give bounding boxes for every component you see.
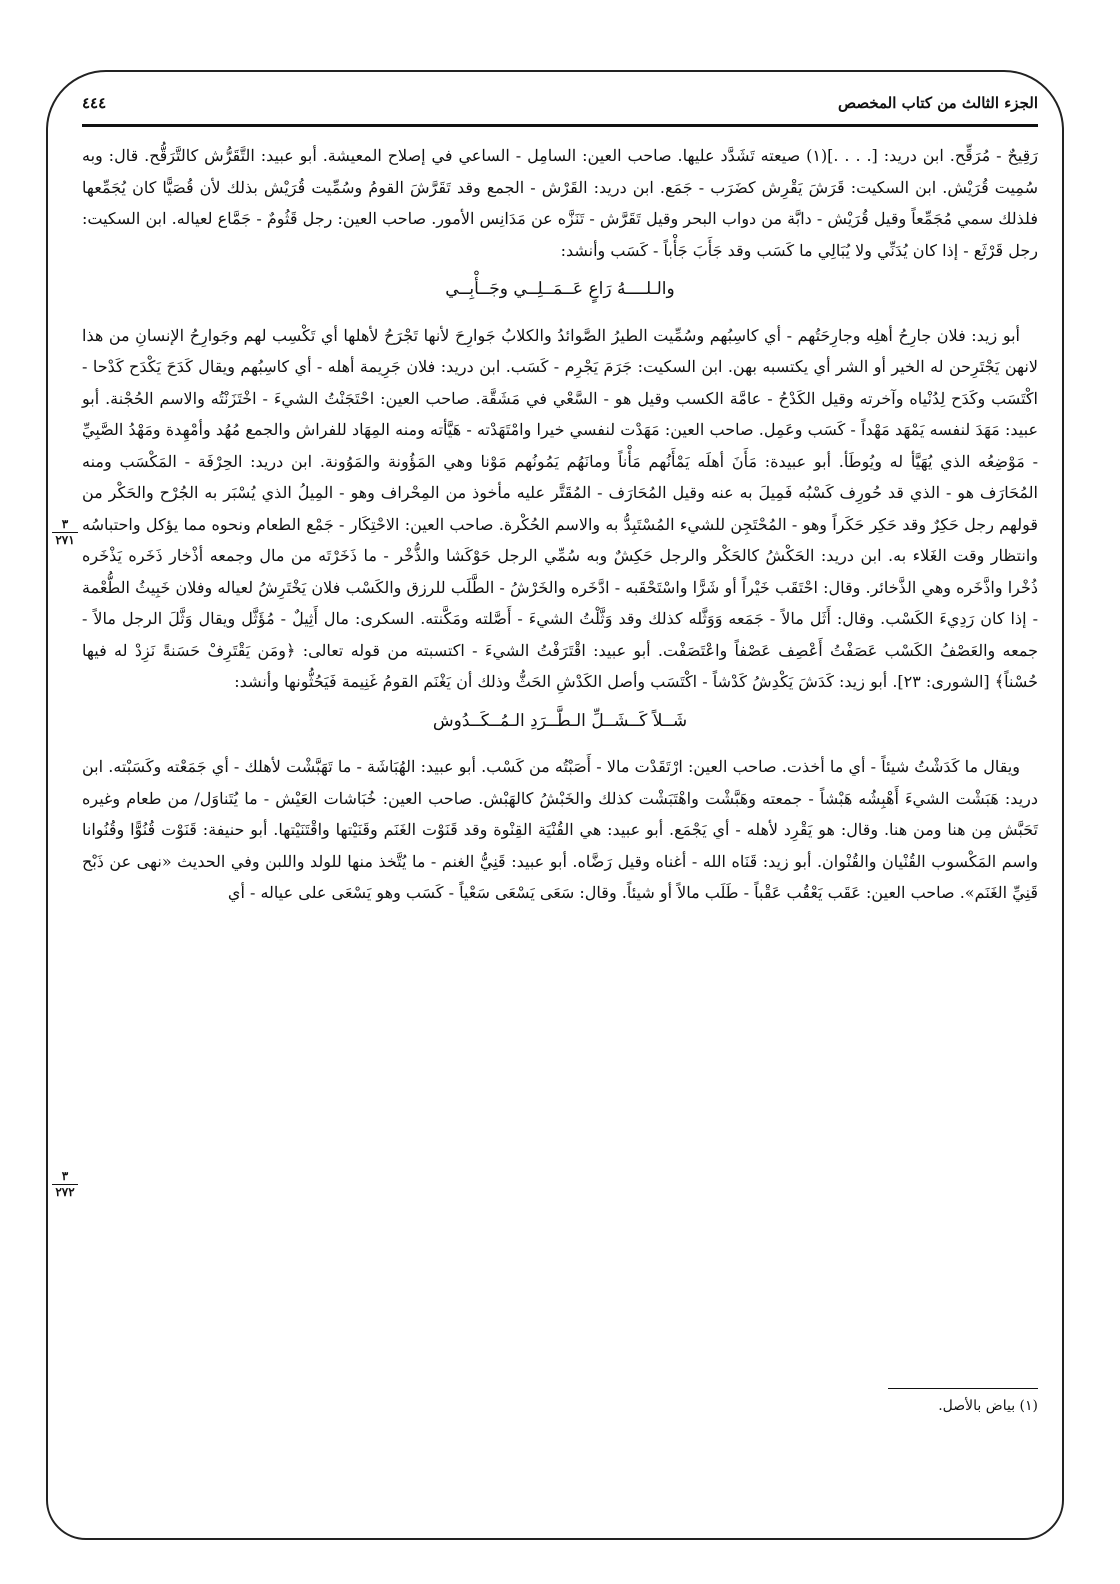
verse-1: والـلــــهُ رَاعٍ عَــمَــلِــي وجَــأْبِــي xyxy=(445,279,675,299)
footnote: (١) بياض بالأصل. xyxy=(938,1398,1038,1414)
margin-note-volume: ٣ xyxy=(52,518,78,533)
margin-note-2 xyxy=(52,1170,78,1199)
page-header xyxy=(82,88,1038,118)
margin-note-1 xyxy=(52,518,78,547)
main-text xyxy=(82,140,1038,909)
margin-note-page: ٢٧٢ xyxy=(55,1185,75,1199)
footnote-rule xyxy=(888,1388,1038,1389)
page-number: ٤٤٤ xyxy=(82,94,107,112)
header-rule xyxy=(82,124,1038,127)
paragraph-2: أبو زيد: فلان جارِحُ أهلِه وجارِحَتُهم - أي كاسِبُهم وسُمِّيت الطيرُ الصَّوائدُ والكلابُ جَوارِحَ لأنها تَجْرَحُ لأهلها أي تَكْسِب لهم وجَوارِحُ الإنسانِ من هذا لانهن يَجْتَرِحن له الخير أو الشر أي يكتسبه بهن. ابن السكيت: جَرَمَ يَجْرِم - كَسَب. ابن دريد: فلان جَرِيمة أهله - أي كاسِبُهم ويقال كَدَحَ يَكْدَح كَدْحا - اكْتَسَب وكَدَح لِدُنْياه وآخرته وقيل الكَدْحُ - عامَّة الكسب وقيل هو - السَّعْي في مَشَقَّة. صاحب العين: احْتَجَنْتُ الشيءَ - اخْتَزَنْتُه والاسم الحُجْنة. أبو عبيد: مَهَدَ لنفسه يَمْهَد مَهْداً - كَسَب وعَمِل. صاحب العين: مَهَدْت لنفسي خيرا وامْتَهَدْته - هَيَّأته ومنه المِهَاد للفراش والجمع مُهُد وأمْهِدة ومَهْدُ الصَّبِيِّ - مَوْضِعُه الذي يُهَيَّأ له ويُوطَأ. أبو عبيدة: مَأَنَ أهلَه يَمْأَنُهم مَأْناً ومانَهُم يَمُونُهم مَوْنا وهي المَؤُونة والمَوُونة. ابن دريد: الحِرْفَة - المَكْسَب ومنه المُحَارَف هو - الذي قد حُورِف كَسْبُه فَمِيلَ به عنه وقيل المُحَارَف - المُقَتَّر عليه مأخوذ من المِحْراف وهو - المِيلُ الذي يُسْبَر به الجُرْح والحَكْر من قولهم رجل حَكِرٌ وقد حَكِر حَكَراً وهو - المُحْتَجِن للشيء المُسْتَبِدُّ به والاسم الحُكْرة. صاحب العين: الاحْتِكَار - جَمْع الطعام ونحوه مما يؤكل واحتباسُه وانتظار وقت الغَلاء به. ابن دريد: الحَكْشُ كالحَكْر والرجل حَكِشٌ وبه سُمِّي الرجل حَوْكَشا والذُّخْر - ما ذَخَرْتَه من مال وجمعه أذْخار ذَخَره يَذْخَره ذُخْرا واذَّخَره وهي الذَّخائر. وقال: احْتَقَب خَيْراً أو شَرًّا واسْتَحْقَبه - ادَّخَره والخَرْشُ - الطَّلَب للرزق والكَسْب فلان يَخْتَرِشُ لعياله وفلان خَبِيثُ الطُّعْمة - إذا كان رَدِيءَ الكَسْب. وقال: أَثَل مالاً - جَمَعه وَوَثَّله كذلك وقد وَثَّلْتُ الشيءَ - أَصَّلته ومَكَّنته. السكرى: مال أَثِيلٌ - مُؤَثَّل ويقال وَثَّلَ الرجل مالاً - جمعه والعَصْفُ الكَسْب عَصَفْتُ أَعْصِف عَصْفاً واعْتَصَفْت. أبو عبيد: اقْتَرَفْتُ الشيءَ - اكتسبته من قوله تعالى: ﴿ومَن يَقْتَرِفْ حَسَنةً نَزِدْ له فيها حُسْناً﴾ [الشورى: ٢٣]. أبو زيد: كَدَشَ يَكْدِشُ كَدْشاً - اكْتَسَب وأصل الكَدْشِ الحَثُّ وذلك أن يَغْنَم القومُ غَنِيمة فَيَحُثُّونها وأنشد: xyxy=(82,325,1039,691)
margin-note-page: ٢٧١ xyxy=(55,533,75,547)
verse-2: شَــلاً كَــشَــلِّ الـطَّــرَدِ الـمُــكَــدُوش xyxy=(432,710,688,731)
running-title: الجزء الثالث من كتاب المخصص xyxy=(837,94,1038,112)
paragraph-3: ويقال ما كَدَشْتُ شيئاً - أي ما أخذت. صاحب العين: ارْتَقَدْت مالا - أَصَبْتُه من كَسْب. أبو عبيد: الهُبَاشَة - ما تَهَبَّشْت لأهلك - أي جَمَعْته وكَسَبْته. ابن دريد: هَبَشْت الشيءَ أَهْبِشُه هَبْشاً - جمعته وهَبَّشْت واهْتَبَشْت كذلك والخَبْشُ كالهَبْش. صاحب العين: خُبَاشات العَيْش - ما يُتَناوَل/ من طعام وغيره تَحَبَّش مِن هنا ومن هنا. وقال: هو يَقْرِد لأهله - أي يَجْمَع. أبو عبيد: هي القُنْيَة القِنْوة وقد قَنَوْت الغَنَم وقَنَيْتها واقْتَنَيْتها. أبو حنيفة: قَنَوْت قُنُوًّا وقُنُوانا واسم المَكْسوب القُنْيان والقُنْوان. أبو زيد: قَنَاه الله - أغناه وقيل رَضَّاه. أبو عبيد: قَنِيُّ الغنم - ما يُتَّخذ منها للولد واللبن وفي الحديث «نهى عن ذَبْح قَنِيِّ الغَنَم». صاحب العين: عَقَب يَعْقُب عَقْباً - طَلَب مالاً أو شيئاً. وقال: سَعَى يَسْعَى سَعْياً - كَسَب وهو يَسْعَى على عياله - أي xyxy=(82,757,1038,902)
paragraph-1: رَقِيحٌ - مُرَقِّح. ابن دريد: [. . . .](١) صيعته تَشَدَّد عليها. صاحب العين: السامِل - الساعي في إصلاح المعيشة. أبو عبيد: التَّقَرُّش كالتَّرَقُّح. قال: وبه سُمِيت قُرَيْش. ابن السكيت: قَرَشَ يَقْرِش كضَرَب - جَمَع. ابن دريد: القَرْش - الجمع وقد تَقَرَّشَ القومُ وسُمِّيت قُرَيْش بذلك لأن قُصَيًّا كان يُجَمِّعها فلذلك سمي مُجَمِّعاً وقيل قُرَيْش - دابَّة من دواب البحر وقيل تَقَرَّش - تَنَزَّه عن مَدَانِس الأمور. صاحب العين: رجل قَثُومٌ - جَمَّاع لعياله. ابن السكيت: رجل قَرْثَع - إذا كان يُدَنِّي ولا يُبَالِي ما كَسَب وقد جَأَبَ جَأْباً - كَسَب وأنشد: xyxy=(82,146,1039,260)
margin-note-volume: ٣ xyxy=(52,1170,78,1185)
